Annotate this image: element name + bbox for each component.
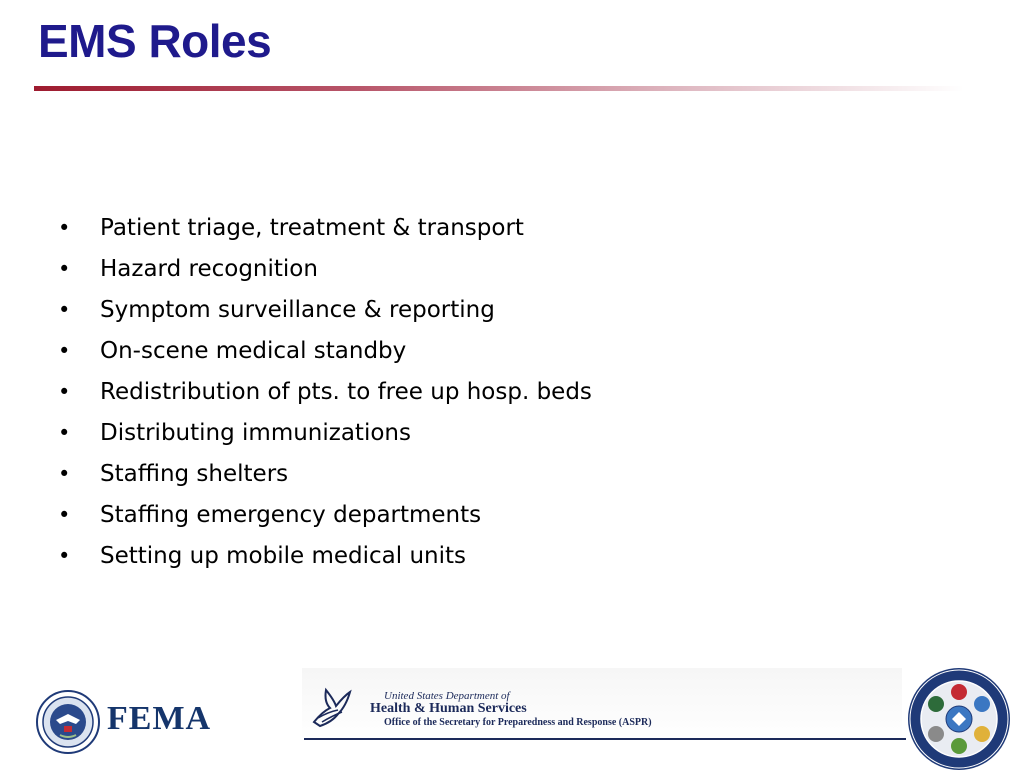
- bullet-icon: •: [58, 256, 71, 281]
- bullet-icon: •: [58, 420, 71, 445]
- bullet-text: Setting up mobile medical units: [100, 542, 467, 569]
- bullet-text: Staffing emergency departments: [100, 501, 482, 528]
- hhs-agency-name: Health & Human Services: [370, 701, 527, 716]
- bullet-icon: •: [58, 297, 71, 322]
- bullet-item: [58, 535, 592, 576]
- bullet-list: [58, 207, 592, 576]
- bullet-item: [58, 248, 592, 289]
- bullet-item: [58, 453, 592, 494]
- hhs-department-label: United States Department of: [384, 690, 510, 702]
- dhs-seal-icon: [36, 690, 100, 754]
- hhs-divider: [304, 738, 906, 740]
- bullet-item: [58, 494, 592, 535]
- bullet-text: Redistribution of pts. to free up hosp. beds: [100, 378, 592, 405]
- bullet-item: [58, 371, 592, 412]
- bullet-item: [58, 412, 592, 453]
- bullet-icon: •: [58, 461, 71, 486]
- hhs-banner: [302, 668, 902, 740]
- bullet-text: Hazard recognition: [100, 255, 318, 282]
- hhs-office-label: Office of the Secretary for Preparedness and Response (ASPR): [384, 717, 652, 728]
- bullet-text: Distributing immunizations: [100, 419, 411, 446]
- slide-title: EMS Roles: [38, 15, 272, 67]
- bullet-item: [58, 330, 592, 371]
- bullet-text: Symptom surveillance & reporting: [100, 296, 495, 323]
- fema-logo: FEMA: [107, 700, 212, 737]
- title-divider: [34, 86, 964, 91]
- bullet-item: [58, 207, 592, 248]
- bullet-icon: •: [58, 502, 71, 527]
- bullet-item: [58, 289, 592, 330]
- bullet-icon: •: [58, 379, 71, 404]
- aspr-seal-icon: [906, 666, 1012, 772]
- footer-logos: [0, 662, 1024, 768]
- bullet-icon: •: [58, 338, 71, 363]
- bullet-text: Staffing shelters: [100, 460, 289, 487]
- bullet-icon: •: [58, 543, 71, 568]
- bullet-text: On-scene medical standby: [100, 337, 407, 364]
- bullet-icon: •: [58, 215, 71, 240]
- hhs-eagle-icon: [308, 682, 354, 730]
- bullet-text: Patient triage, treatment & transport: [100, 214, 524, 241]
